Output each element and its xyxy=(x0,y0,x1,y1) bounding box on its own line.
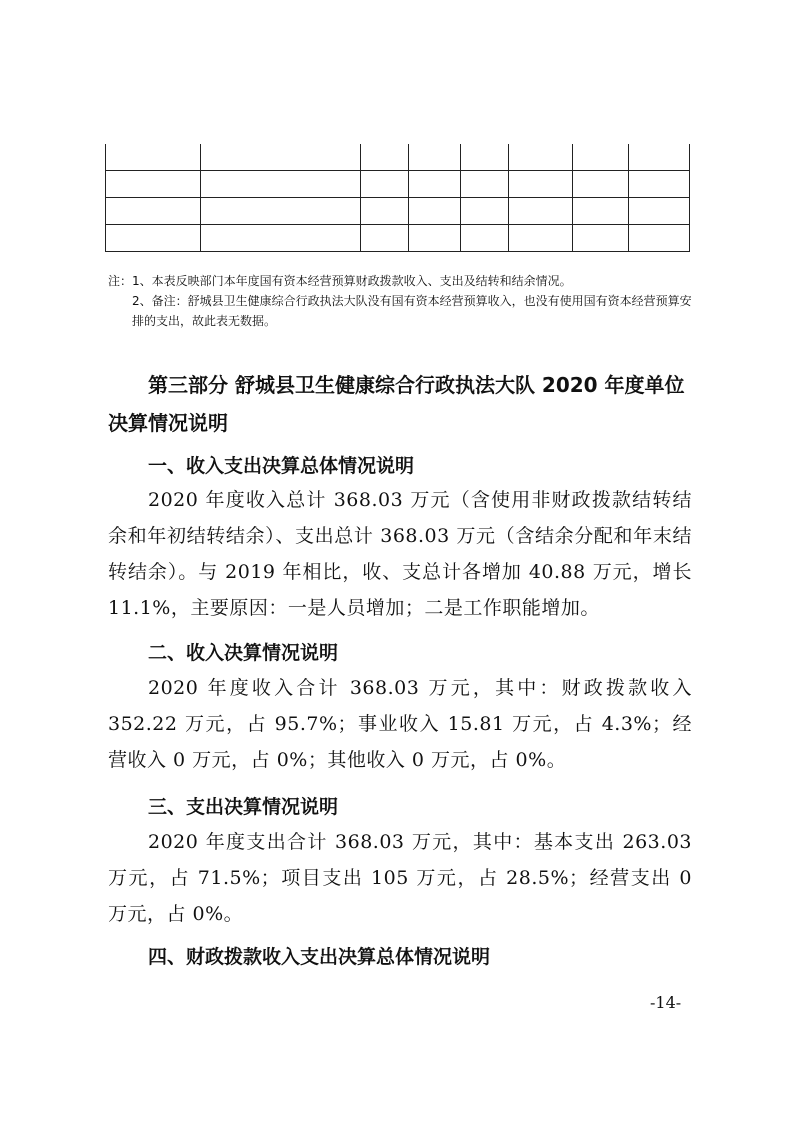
table-cell xyxy=(509,171,573,198)
table-cell xyxy=(509,144,573,171)
table-cell xyxy=(409,198,461,225)
table-cell xyxy=(629,144,690,171)
table-cell xyxy=(509,225,573,252)
table-cell xyxy=(106,171,201,198)
section-heading-3: 三、支出决算情况说明 xyxy=(148,796,339,818)
note-1: 注：1、本表反映部门本年度国有资本经营预算财政拨款收入、支出及结转和结余情况。 xyxy=(108,274,572,288)
table-cell xyxy=(573,225,629,252)
table-cell xyxy=(629,171,690,198)
table-cell xyxy=(573,198,629,225)
part-title: 第三部分 舒城县卫生健康综合行政执法大队 2020 年度单位决算情况说明 xyxy=(108,373,685,435)
empty-data-table xyxy=(105,144,690,252)
table-cell xyxy=(573,171,629,198)
section-heading-4: 四、财政拨款收入支出决算总体情况说明 xyxy=(148,946,491,968)
table-cell xyxy=(509,198,573,225)
table-cell xyxy=(461,225,509,252)
table-row xyxy=(106,225,690,252)
note-2: 2、备注：舒城县卫生健康综合行政执法大队没有国有资本经营预算收入，也没有使用国有资本经营预算安排的支出，故此表无数据。 xyxy=(132,294,692,328)
table-cell xyxy=(409,225,461,252)
table-row xyxy=(106,198,690,225)
table-cell xyxy=(409,171,461,198)
table-cell xyxy=(201,198,361,225)
table-cell xyxy=(201,171,361,198)
section-paragraph-1: 2020 年度收入总计 368.03 万元（含使用非财政拨款结转结余和年初结转结余）、支出总计 368.03 万元（含结余分配和年末结转结余）。与 2019 年相比，收、支总计各增加 40.88 万元，增长 11.1%，主要原因：一是人员增加；二是工作职能增加。 xyxy=(108,489,692,619)
table-cell xyxy=(361,225,409,252)
table-cell xyxy=(361,198,409,225)
table-cell xyxy=(361,144,409,171)
table-row xyxy=(106,144,690,171)
table-cell xyxy=(106,198,201,225)
table-cell xyxy=(201,225,361,252)
table-cell xyxy=(461,171,509,198)
section-heading-1: 一、收入支出决算总体情况说明 xyxy=(148,455,415,477)
section-paragraph-2: 2020 年度收入合计 368.03 万元，其中：财政拨款收入 352.22 万元，占 95.7%；事业收入 15.81 万元，占 4.3%；经营收入 0 万元，占 0%；其他收入 0 万元，占 0%。 xyxy=(108,677,692,771)
table-cell xyxy=(461,144,509,171)
table-cell xyxy=(106,225,201,252)
table-cell xyxy=(629,225,690,252)
page-number: -14- xyxy=(650,993,682,1012)
table-notes xyxy=(108,271,692,331)
table-cell xyxy=(106,144,201,171)
table-cell xyxy=(573,144,629,171)
section-heading-2: 二、收入决算情况说明 xyxy=(148,642,339,664)
table-cell xyxy=(629,198,690,225)
table-cell xyxy=(201,144,361,171)
table-cell xyxy=(409,144,461,171)
table-row xyxy=(106,171,690,198)
table-cell xyxy=(361,171,409,198)
table-cell xyxy=(461,198,509,225)
section-paragraph-3: 2020 年度支出合计 368.03 万元，其中：基本支出 263.03 万元，占 71.5%；项目支出 105 万元，占 28.5%；经营支出 0 万元，占 0%。 xyxy=(108,831,692,925)
